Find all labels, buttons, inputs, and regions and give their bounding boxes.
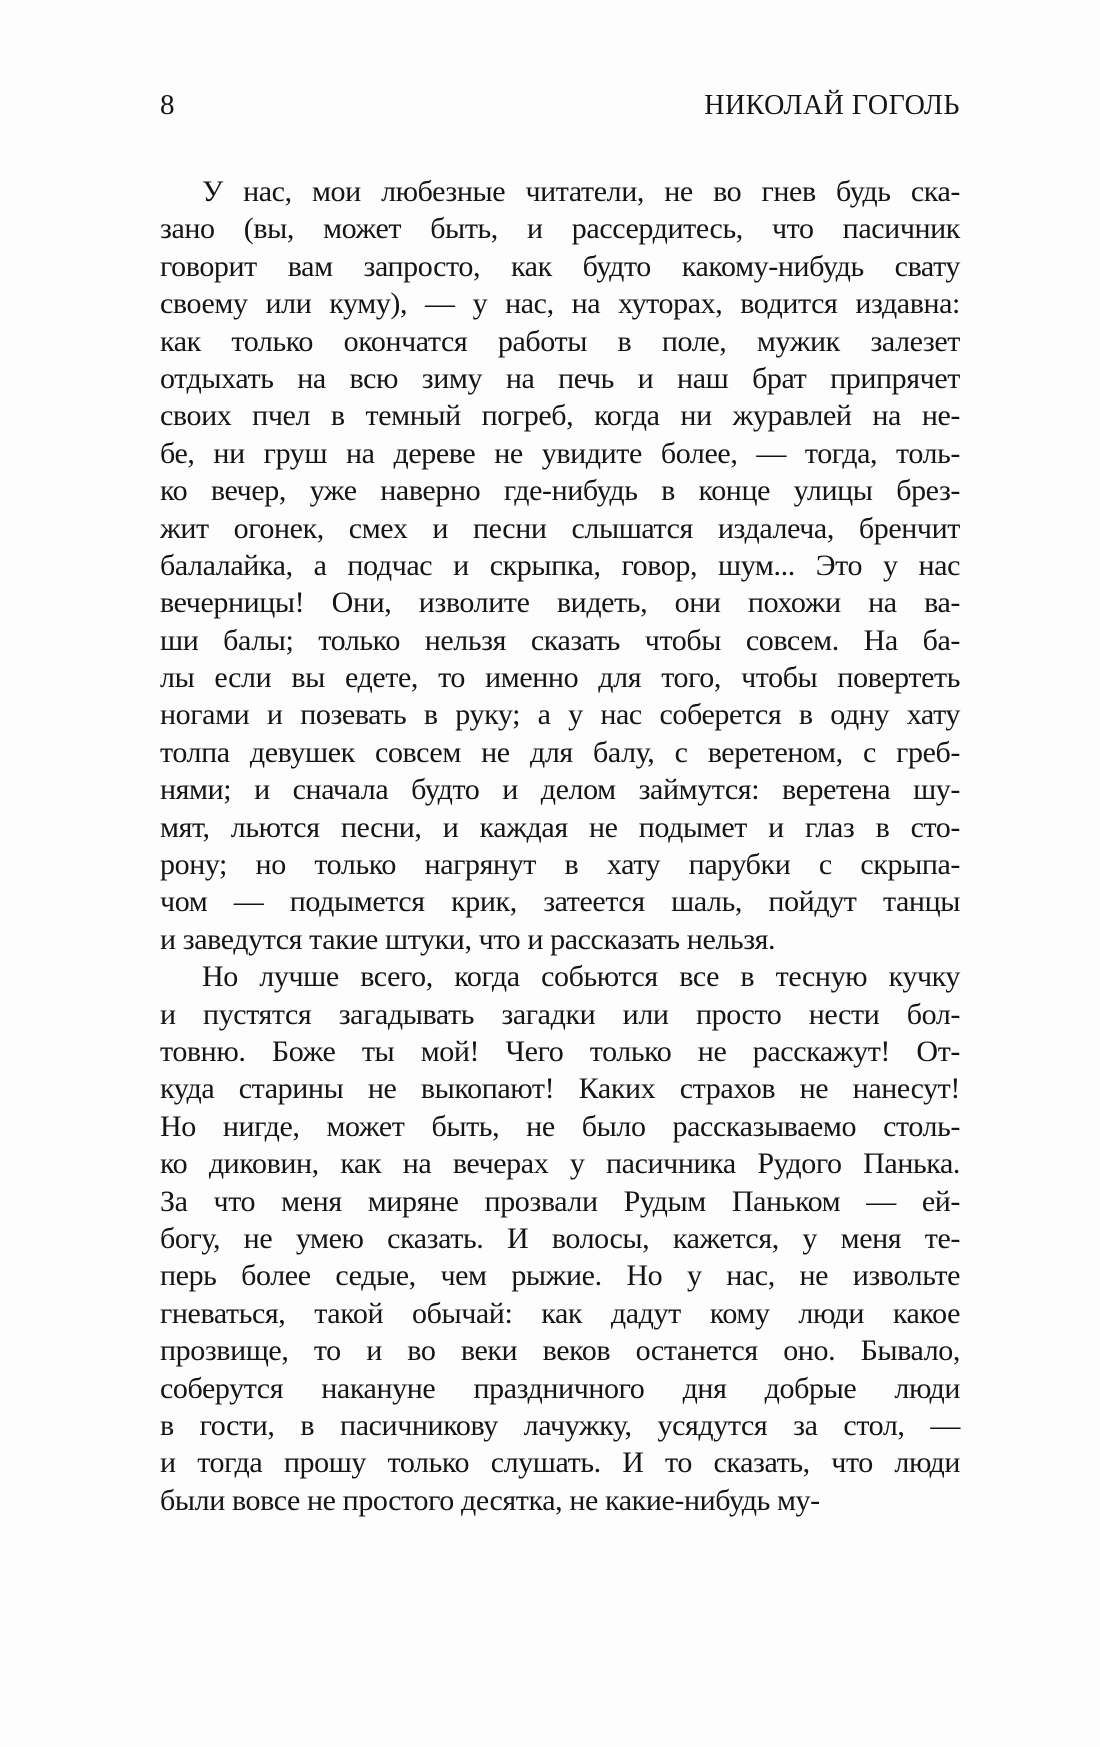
text-line: У нас, мои любезные читатели, не во гнев будь ска- <box>202 175 960 208</box>
text-line: ко диковин, как на вечерах у пасичника Рудого Панька. <box>160 1147 960 1181</box>
text-line: чом — подымется крик, затеется шаль, пойдут танцы <box>160 885 960 919</box>
text-line: Но лучше всего, когда собьются все в тесную кучку <box>202 960 960 994</box>
text-line: Но нигде, может быть, не было рассказываемо столь- <box>160 1109 960 1143</box>
text-line: За что меня миряне прозвали Рудым Паньком — ей- <box>160 1184 960 1218</box>
text-line: говорит вам запросто, как будто какому-нибудь свату <box>160 249 960 283</box>
text-line: своих пчел в темный погреб, когда ни журавлей на не- <box>160 399 960 433</box>
text-line: в гости, в пасичникову лачужку, усядутся за стол, — <box>160 1408 960 1442</box>
text-line: как только окончатся работы в поле, мужик залезет <box>160 324 960 358</box>
paragraph <box>160 173 960 958</box>
text-line: куда старины не выкопают! Каких страхов не нанесут! <box>160 1072 960 1106</box>
text-line: соберутся накануне праздничного дня добрые люди <box>160 1371 960 1405</box>
text-line: мят, льются песни, и каждая не подымет и глаз в сто- <box>160 810 960 844</box>
text-line: гневаться, такой обычай: как дадут кому люди какое <box>160 1296 960 1330</box>
text-line: жит огонек, смех и песни слышатся издалеча, бренчит <box>160 511 960 545</box>
text-line: и тогда прошу только слушать. И то сказать, что люди <box>160 1446 960 1480</box>
text-line: своему или куму), — у нас, на хуторах, водится издавна: <box>160 287 960 321</box>
page-header <box>160 88 960 123</box>
text-line: нями; и сначала будто и делом займутся: веретена шу- <box>160 773 960 807</box>
text-line: товню. Боже ты мой! Чего только не расскажут! От- <box>160 1034 960 1068</box>
text-line: отдыхать на всю зиму на печь и наш брат припрячет <box>160 361 960 395</box>
text-line: прозвище, то и во веки веков останется оно. Бывало, <box>160 1334 960 1368</box>
text-line: ногами и позевать в руку; а у нас соберется в одну хату <box>160 698 960 732</box>
text-line: лы если вы едете, то именно для того, чтобы повертеть <box>160 661 960 695</box>
text-line: и заведутся такие штуки, что и рассказать нельзя. <box>160 922 776 956</box>
page-number: 8 <box>160 89 175 121</box>
text-line: вечерницы! Они, изволите видеть, они похожи на ва- <box>160 586 960 620</box>
text-line: ши балы; только нельзя сказать чтобы совсем. На ба- <box>160 623 960 657</box>
paragraph <box>160 958 960 1519</box>
text-line: балалайка, а подчас и скрыпка, говор, шум... Это у нас <box>160 548 960 582</box>
text-line: ко вечер, уже наверно где-нибудь в конце улицы брез- <box>160 474 960 508</box>
text-line: рону; но только нагрянут в хату парубки с скрыпа- <box>160 848 960 882</box>
text-line: и пустятся загадывать загадки или просто нести бол- <box>160 997 960 1031</box>
text-line: толпа девушек совсем не для балу, с веретеном, с греб- <box>160 735 960 769</box>
running-title: НИКОЛАЙ ГОГОЛЬ <box>704 90 960 121</box>
text-line: были вовсе не простого десятка, не какие-нибудь му- <box>160 1483 820 1517</box>
text-line: бе, ни груш на дереве не увидите более, — тогда, толь- <box>160 436 960 470</box>
text-block <box>160 173 960 1519</box>
text-line: богу, не умею сказать. И волосы, кажется, у меня те- <box>160 1221 960 1255</box>
text-line: перь более седые, чем рыжие. Но у нас, не извольте <box>160 1259 960 1293</box>
text-line: зано (вы, может быть, и рассердитесь, что пасичник <box>160 212 960 246</box>
